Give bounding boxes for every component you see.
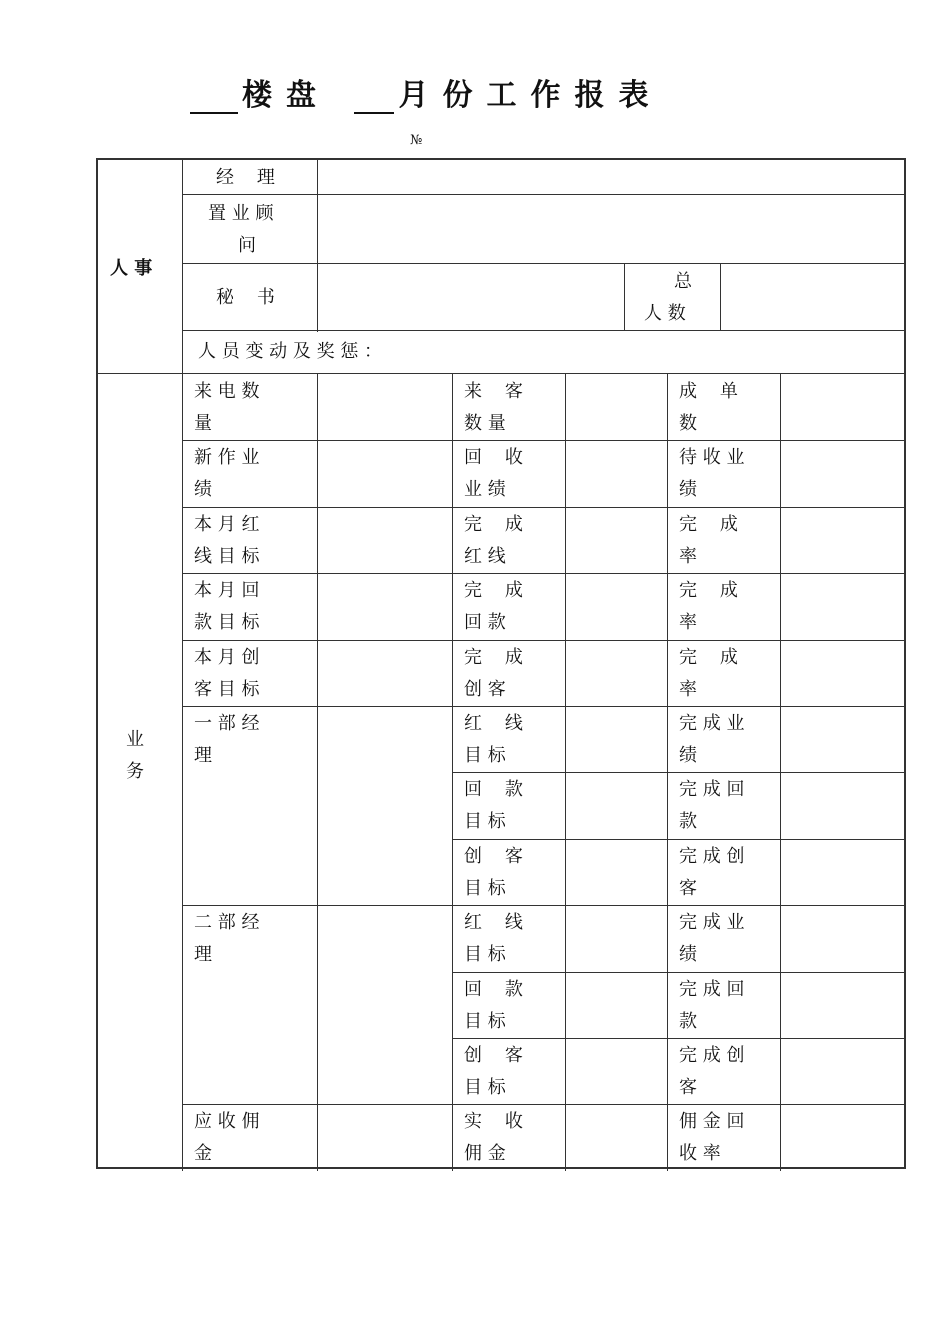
row-label-c: 款 <box>679 811 697 832</box>
row-label-a: 一 部 经 <box>194 713 260 734</box>
month-blank[interactable] <box>354 82 394 114</box>
row-label-c: 完 成 创 <box>679 1045 745 1066</box>
row-label-a: 本 月 回 <box>194 580 260 601</box>
row-label-a: 应 收 佣 <box>194 1111 260 1132</box>
row-label-c: 完 成 创 <box>679 846 745 867</box>
section-business-line2: 务 <box>126 761 144 782</box>
row-label-c: 率 <box>679 546 697 567</box>
row-label-c: 完 成 回 <box>679 979 745 1000</box>
row-label-a: 本 月 创 <box>194 647 260 668</box>
row-label-a: 量 <box>194 413 212 434</box>
section-business-line1: 业 <box>126 729 144 750</box>
value-cell-b[interactable] <box>566 840 667 905</box>
row-label-c: 率 <box>679 679 697 700</box>
row-label-c: 率 <box>679 612 697 633</box>
row-label-a: 线 目 标 <box>194 546 260 567</box>
row-label-b: 红 线 <box>464 713 523 734</box>
value-cell-c[interactable] <box>781 641 906 706</box>
label-total-line1: 总 <box>674 271 692 292</box>
value-cell-a[interactable] <box>318 641 452 706</box>
row-label-c: 完 成 业 <box>679 912 745 933</box>
label-consultant-line1: 置 业 顾 <box>208 203 274 224</box>
project-name-blank[interactable] <box>190 82 238 114</box>
label-manager: 经 理 <box>216 167 275 188</box>
row-label-a: 客 目 标 <box>194 679 260 700</box>
value-cell-a[interactable] <box>318 707 452 772</box>
value-cell-c[interactable] <box>781 773 906 838</box>
value-cell-b[interactable] <box>566 375 667 440</box>
row-label-b: 创 客 <box>464 1045 523 1066</box>
value-cell-b[interactable] <box>566 1039 667 1104</box>
report-form <box>96 158 906 1169</box>
manager-value[interactable] <box>318 160 906 194</box>
row-label-b: 回 收 <box>464 447 523 468</box>
row-label-b: 回 款 <box>464 979 523 1000</box>
value-cell-c[interactable] <box>781 973 906 1038</box>
value-cell-b[interactable] <box>566 641 667 706</box>
row-label-b: 佣 金 <box>464 1143 506 1164</box>
row-label-a: 金 <box>194 1143 212 1164</box>
value-cell-a[interactable] <box>318 441 452 506</box>
value-cell-b[interactable] <box>566 441 667 506</box>
row-label-b: 目 标 <box>464 944 506 965</box>
row-label-c: 完 成 回 <box>679 779 745 800</box>
report-title <box>190 70 662 118</box>
row-label-b: 来 客 <box>464 381 523 402</box>
row-label-c: 完 成 <box>679 580 738 601</box>
report-number-label: № <box>410 133 423 148</box>
consultant-value[interactable] <box>318 195 906 263</box>
row-label-b: 目 标 <box>464 1011 506 1032</box>
row-label-a: 款 目 标 <box>194 612 260 633</box>
row-label-b: 完 成 <box>464 647 523 668</box>
row-label-c: 完 成 <box>679 514 738 535</box>
row-label-c: 绩 <box>679 944 697 965</box>
value-cell-a[interactable] <box>318 508 452 573</box>
value-cell-c[interactable] <box>781 375 906 440</box>
row-label-b: 目 标 <box>464 811 506 832</box>
value-cell-b[interactable] <box>566 973 667 1038</box>
row-label-c: 客 <box>679 1077 697 1098</box>
value-cell-c[interactable] <box>781 1039 906 1104</box>
value-cell-b[interactable] <box>566 773 667 838</box>
value-cell-b[interactable] <box>566 1105 667 1170</box>
total-headcount-value[interactable] <box>721 264 906 330</box>
label-total-line2: 人 数 <box>644 303 686 324</box>
row-label-c: 完 成 业 <box>679 713 745 734</box>
label-secretary: 秘 书 <box>216 287 275 308</box>
row-label-b: 创 客 <box>464 846 523 867</box>
value-cell-c[interactable] <box>781 906 906 971</box>
row-label-b: 回 款 <box>464 779 523 800</box>
row-label-b: 目 标 <box>464 1077 506 1098</box>
title-part-2: 月份工作报表 <box>398 78 663 113</box>
value-cell-a[interactable] <box>318 906 452 971</box>
row-label-c: 成 单 <box>679 381 738 402</box>
row-label-c: 款 <box>679 1011 697 1032</box>
row-label-b: 实 收 <box>464 1111 523 1132</box>
label-personnel-changes: 人 员 变 动 及 奖 惩 ： <box>198 341 383 362</box>
row-label-b: 数 量 <box>464 413 506 434</box>
value-cell-c[interactable] <box>781 508 906 573</box>
row-label-b: 红 线 <box>464 912 523 933</box>
value-cell-c[interactable] <box>781 707 906 772</box>
row-label-c: 完 成 <box>679 647 738 668</box>
section-personnel: 人 事 <box>110 258 153 279</box>
value-cell-c[interactable] <box>781 574 906 639</box>
value-cell-b[interactable] <box>566 508 667 573</box>
row-label-a: 理 <box>194 944 212 965</box>
row-label-c: 待 收 业 <box>679 447 745 468</box>
row-label-b: 完 成 <box>464 580 523 601</box>
row-label-b: 业 绩 <box>464 479 506 500</box>
value-cell-c[interactable] <box>781 441 906 506</box>
row-label-c: 收 率 <box>679 1143 721 1164</box>
value-cell-a[interactable] <box>318 574 452 639</box>
value-cell-a[interactable] <box>318 1105 452 1170</box>
value-cell-a[interactable] <box>318 375 452 440</box>
row-label-c: 绩 <box>679 479 697 500</box>
value-cell-c[interactable] <box>781 840 906 905</box>
row-label-b: 完 成 <box>464 514 523 535</box>
title-part-1: 楼盘 <box>242 78 330 113</box>
value-cell-b[interactable] <box>566 707 667 772</box>
value-cell-c[interactable] <box>781 1105 906 1170</box>
row-label-c: 数 <box>679 413 697 434</box>
row-label-b: 回 款 <box>464 612 506 633</box>
secretary-value[interactable] <box>318 264 624 330</box>
value-cell-b[interactable] <box>566 906 667 971</box>
value-cell-b[interactable] <box>566 574 667 639</box>
row-label-c: 客 <box>679 878 697 899</box>
row-label-c: 佣 金 回 <box>679 1111 745 1132</box>
row-label-b: 红 线 <box>464 546 506 567</box>
row-label-a: 绩 <box>194 479 212 500</box>
row-label-a: 来 电 数 <box>194 381 260 402</box>
row-label-b: 目 标 <box>464 745 506 766</box>
row-label-b: 创 客 <box>464 679 506 700</box>
row-label-c: 绩 <box>679 745 697 766</box>
row-label-a: 二 部 经 <box>194 912 260 933</box>
row-label-a: 本 月 红 <box>194 514 260 535</box>
label-consultant-line2: 问 <box>238 235 256 256</box>
row-label-b: 目 标 <box>464 878 506 899</box>
row-label-a: 新 作 业 <box>194 447 260 468</box>
row-label-a: 理 <box>194 745 212 766</box>
